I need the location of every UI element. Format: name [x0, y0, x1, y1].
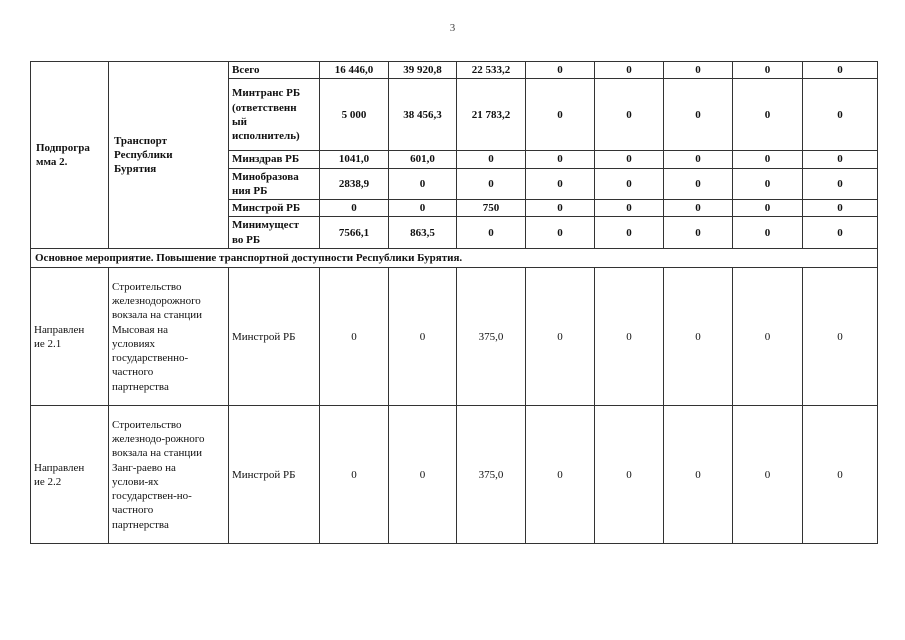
value-cell: 21 783,2: [457, 79, 526, 151]
value-cell: 0: [389, 406, 457, 544]
table-row: [31, 268, 878, 406]
value-cell: 0: [733, 406, 803, 544]
value-cell: 0: [320, 200, 389, 217]
value-cell: 375,0: [457, 268, 526, 406]
value-cell: 0: [733, 200, 803, 217]
value-cell: 750: [457, 200, 526, 217]
value-cell: 0: [664, 168, 733, 200]
table-row: [31, 406, 878, 544]
subprogram-label: Подпрогра мма 2.: [31, 62, 109, 249]
value-cell: 0: [595, 200, 664, 217]
value-cell: 0: [733, 168, 803, 200]
org-cell: Минстрой РБ: [229, 406, 320, 544]
org-cell: Минстрой РБ: [229, 268, 320, 406]
value-cell: 0: [595, 62, 664, 79]
value-cell: 0: [389, 168, 457, 200]
value-cell: 0: [733, 151, 803, 168]
org-cell: Минобразова ния РБ: [229, 168, 320, 200]
direction-label: Направлен ие 2.1: [31, 268, 109, 406]
value-cell: 0: [803, 79, 878, 151]
value-cell: 0: [526, 268, 595, 406]
main-activity-title: Основное мероприятие. Повышение транспортной доступности Республики Бурятия.: [31, 249, 878, 268]
value-cell: 0: [595, 406, 664, 544]
value-cell: 0: [664, 79, 733, 151]
value-cell: 0: [664, 62, 733, 79]
value-cell: 0: [803, 168, 878, 200]
value-cell: 0: [595, 168, 664, 200]
value-cell: 0: [595, 217, 664, 249]
value-cell: 0: [664, 217, 733, 249]
direction-name: Строительство железнодо-рожного вокзала на станции Занг-раево на услови-ях государствен-но- частного партнерства: [109, 406, 229, 544]
value-cell: 39 920,8: [389, 62, 457, 79]
value-cell: 0: [733, 62, 803, 79]
value-cell: 16 446,0: [320, 62, 389, 79]
value-cell: 0: [803, 268, 878, 406]
value-cell: 0: [803, 217, 878, 249]
section-header-row: [31, 249, 878, 268]
value-cell: 0: [595, 79, 664, 151]
value-cell: 0: [733, 268, 803, 406]
budget-table: [30, 61, 878, 544]
value-cell: 0: [526, 200, 595, 217]
value-cell: 7566,1: [320, 217, 389, 249]
value-cell: 0: [803, 200, 878, 217]
value-cell: 0: [526, 62, 595, 79]
direction-label: Направлен ие 2.2: [31, 406, 109, 544]
value-cell: 1041,0: [320, 151, 389, 168]
org-cell: Минздрав РБ: [229, 151, 320, 168]
org-cell: Минимущест во РБ: [229, 217, 320, 249]
value-cell: 0: [389, 268, 457, 406]
page-number: 3: [449, 22, 456, 34]
org-cell: Минтранс РБ (ответственн ый исполнитель): [229, 79, 320, 151]
value-cell: 0: [803, 406, 878, 544]
org-cell: Минстрой РБ: [229, 200, 320, 217]
value-cell: 0: [664, 200, 733, 217]
value-cell: 38 456,3: [389, 79, 457, 151]
value-cell: 375,0: [457, 406, 526, 544]
org-cell: Всего: [229, 62, 320, 79]
value-cell: 0: [457, 168, 526, 200]
value-cell: 0: [664, 151, 733, 168]
value-cell: 5 000: [320, 79, 389, 151]
value-cell: 0: [320, 268, 389, 406]
value-cell: 22 533,2: [457, 62, 526, 79]
value-cell: 0: [664, 406, 733, 544]
value-cell: 2838,9: [320, 168, 389, 200]
value-cell: 0: [526, 406, 595, 544]
subprogram-name: Транспорт Республики Бурятия: [109, 62, 229, 249]
value-cell: 0: [526, 168, 595, 200]
value-cell: 0: [803, 151, 878, 168]
value-cell: 0: [389, 200, 457, 217]
value-cell: 601,0: [389, 151, 457, 168]
value-cell: 0: [526, 151, 595, 168]
value-cell: 0: [457, 151, 526, 168]
value-cell: 863,5: [389, 217, 457, 249]
value-cell: 0: [526, 79, 595, 151]
value-cell: 0: [733, 79, 803, 151]
value-cell: 0: [457, 217, 526, 249]
value-cell: 0: [803, 62, 878, 79]
value-cell: 0: [595, 151, 664, 168]
value-cell: 0: [664, 268, 733, 406]
value-cell: 0: [526, 217, 595, 249]
value-cell: 0: [595, 268, 664, 406]
value-cell: 0: [320, 406, 389, 544]
value-cell: 0: [733, 217, 803, 249]
table-row: [31, 62, 878, 79]
direction-name: Строительство железнодорожного вокзала на станции Мысовая на условиях государственно- частного партнерства: [109, 268, 229, 406]
